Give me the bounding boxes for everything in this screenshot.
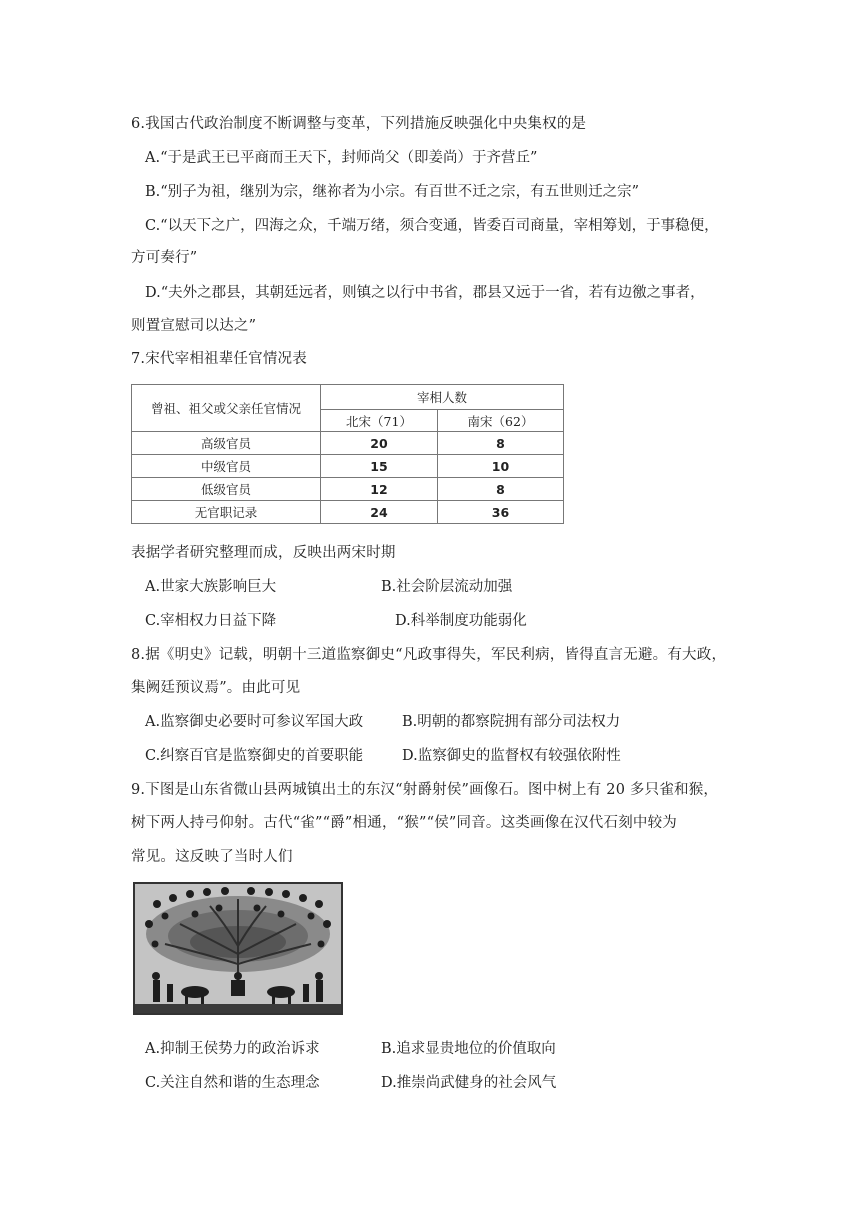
table-col-north-song: 北宋（71） <box>321 410 438 432</box>
q7-option-a: A.世家大族影响巨大 <box>145 579 277 595</box>
q7-option-d: D.科举制度功能弱化 <box>395 613 527 629</box>
tree-relief-illustration <box>135 884 341 1013</box>
q9-stem-line2: 树下两人持弓仰射。古代“雀”“爵”相通，“猴”“侯”同音。这类画像在汉代石刻中较为 <box>131 815 677 831</box>
cell-north: 12 <box>321 478 438 501</box>
q6-option-a: A.“于是武王已平商而王天下，封师尚父（即姜尚）于齐营丘” <box>145 150 538 166</box>
table-col-south-song: 南宋（62） <box>438 410 564 432</box>
cell-north: 20 <box>321 432 438 455</box>
row-label: 无官职记录 <box>132 501 321 524</box>
q6-option-c-line1: C.“以天下之广，四海之众，千端万绪，须合变通，皆委百司商量，宰相筹划，于事稳便， <box>145 218 719 234</box>
q8-option-c: C.纠察百官是监察御史的首要职能 <box>145 748 364 764</box>
table-group-header: 宰相人数 <box>321 385 564 410</box>
row-label: 高级官员 <box>132 432 321 455</box>
q7-stem: 7.宋代宰相祖辈任官情况表 <box>131 351 307 367</box>
cell-north: 24 <box>321 501 438 524</box>
q6-option-d-line1: D.“夫外之郡县，其朝廷远者，则镇之以行中书省，郡县又远于一省，若有边徼之事者， <box>145 285 705 301</box>
q6-option-b: B.“别子为祖，继别为宗，继祢者为小宗。有百世不迁之宗，有五世则迁之宗” <box>145 184 640 200</box>
q9-stem-line3: 常见。这反映了当时人们 <box>131 849 293 865</box>
q9-stem-line1: 9.下图是山东省微山县两城镇出土的东汉“射爵射侯”画像石。图中树上有 20 多只雀和猴， <box>131 782 719 798</box>
table-row <box>132 501 564 524</box>
q8-option-b: B.明朝的都察院拥有部分司法权力 <box>402 714 621 730</box>
cell-north: 15 <box>321 455 438 478</box>
official-origin-table <box>131 384 564 524</box>
table-row <box>132 455 564 478</box>
cell-south: 10 <box>438 455 564 478</box>
q8-stem-line1: 8.据《明史》记载，明朝十三道监察御史“凡政事得失，军民利病，皆得直言无避。有大政， <box>131 647 727 663</box>
q6-option-d-line2: 则置宣慰司以达之” <box>131 318 257 334</box>
q6-stem: 6.我国古代政治制度不断调整与变革，下列措施反映强化中央集权的是 <box>131 116 587 132</box>
q8-option-d: D.监察御史的监督权有较强依附性 <box>402 748 621 764</box>
table-row <box>132 478 564 501</box>
q9-option-d: D.推崇尚武健身的社会风气 <box>381 1075 557 1091</box>
cell-south: 8 <box>438 478 564 501</box>
row-label: 中级官员 <box>132 455 321 478</box>
stone-relief-image <box>133 882 343 1015</box>
q7-option-b: B.社会阶层流动加强 <box>381 579 513 595</box>
cell-south: 36 <box>438 501 564 524</box>
q6-option-c-line2: 方可奏行” <box>131 250 198 266</box>
row-label: 低级官员 <box>132 478 321 501</box>
q9-option-b: B.追求显贵地位的价值取向 <box>381 1041 556 1057</box>
q7-note: 表据学者研究整理而成，反映出两宋时期 <box>131 545 396 561</box>
table-row-header: 曾祖、祖父或父亲任官情况 <box>132 385 321 432</box>
q8-stem-line2: 集阙廷预议焉”。由此可见 <box>131 680 301 696</box>
cell-south: 8 <box>438 432 564 455</box>
table-row <box>132 432 564 455</box>
q9-option-c: C.关注自然和谐的生态理念 <box>145 1075 320 1091</box>
q8-option-a: A.监察御史必要时可参议军国大政 <box>145 714 364 730</box>
q7-option-c: C.宰相权力日益下降 <box>145 613 277 629</box>
q9-option-a: A.抑制王侯势力的政治诉求 <box>145 1041 320 1057</box>
